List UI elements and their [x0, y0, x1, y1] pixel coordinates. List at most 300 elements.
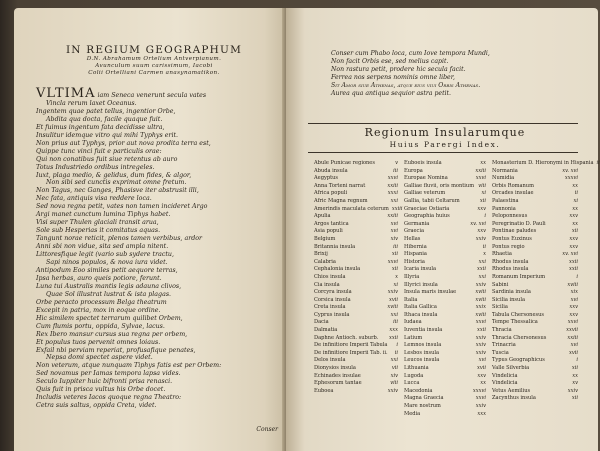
index-entry-name: Argos tantica: [314, 220, 349, 227]
index-entry-name: Latium: [404, 334, 423, 341]
index-entry-page: xx: [572, 220, 578, 227]
index-entry: [492, 175, 584, 183]
index-entry-page: xviii: [387, 304, 398, 311]
poem-line: Sit Amor siue Athenas, atque eius viui Orbis Athenas.: [331, 82, 481, 89]
index-column: [314, 160, 404, 418]
index-entry: [314, 365, 404, 373]
index-entry-page: xvi: [570, 342, 578, 349]
index-entry-name: Pontinae paludes: [492, 228, 537, 235]
index-entry-name: Graecia: [404, 228, 425, 235]
left-poem-text: [36, 86, 281, 410]
index-entry-name: Italia Gallica: [404, 304, 437, 311]
index-entry-name: Zacynthus insula: [492, 395, 536, 402]
index-entry: [492, 213, 584, 221]
poem-line: Excepit in patria, mox in eoque ordine.: [36, 306, 161, 314]
index-entry-page: xx: [572, 182, 578, 189]
index-entry-page: ii: [574, 190, 578, 197]
index-entry: [492, 342, 584, 350]
index-entry-page: xxiii: [387, 213, 398, 220]
index-entry-name: Thracia: [492, 327, 512, 334]
index-entry: [404, 274, 492, 282]
index-entry: [314, 380, 404, 388]
index-entry: [492, 282, 584, 290]
index-entry-page: xviii: [475, 311, 486, 318]
index-entry: [314, 168, 404, 176]
poem-line: Visi super Thulen glaciali transit arua,: [36, 219, 159, 227]
right-page: [286, 8, 598, 451]
poem-line: Non rastura petit, prodere hic secula facit.: [331, 66, 466, 73]
index-entry-name: Monasterium D. Hieronymi in Hispania: [492, 160, 594, 166]
index-entry-page: i: [484, 213, 486, 220]
index-entry-page: xvi: [390, 220, 398, 227]
poem-line: Non veterum, atque nunquam Tiphys fatis est per Orbem:: [36, 362, 222, 370]
index-entry: [492, 289, 584, 297]
index-entry-page: xiv: [390, 372, 398, 379]
index-entry-page: ii: [394, 349, 398, 356]
index-entry: [492, 335, 584, 343]
index-entry: [314, 228, 404, 236]
index-entry-page: xiv: [390, 235, 398, 242]
poem-line: Quis fuit in prisca vultus his Orbe docet.: [36, 386, 166, 394]
index-entry: [404, 266, 492, 274]
index-entry: [314, 266, 404, 274]
index-entry-page: i: [576, 357, 578, 364]
index-entry: [314, 251, 404, 259]
index-entry: [314, 289, 404, 297]
index-entry-page: xxiv: [475, 235, 486, 242]
index-entry: [404, 289, 492, 297]
index-entry-name: Vetus Aemilius: [492, 387, 531, 394]
poem-line: Ingentem quae patet tellus, ingentior Orbe,: [36, 107, 176, 115]
index-entry-name: Sabini: [492, 281, 509, 288]
index-entry-name: Belgium: [314, 235, 336, 242]
index-entry-page: xvi: [478, 357, 486, 364]
index-entry-name: Aegyptus: [314, 175, 339, 182]
index-entry: [314, 319, 404, 327]
index-entry-page: xxiv: [387, 289, 398, 296]
index-entry-name: Vindelicia: [492, 372, 518, 379]
index-entry-page: xii: [571, 228, 578, 235]
poem-line: Orbe peracto processum Belga theatrum: [36, 298, 167, 306]
index-entry: [314, 160, 404, 168]
index-entry: [314, 350, 404, 358]
index-entry: [492, 350, 584, 358]
poem-line: Quae Sol illustrat lustrat & ista plagas.: [46, 290, 172, 298]
index-entry-name: Asia populi: [314, 228, 343, 235]
index-entry: [404, 168, 492, 176]
index-entry-name: Europae Nomina: [404, 175, 448, 182]
index-entry: [492, 327, 584, 335]
index-entry-name: Illyria: [404, 273, 420, 280]
poem-line: Nepsa domi spectet aspere videt.: [46, 354, 153, 362]
index-entry-name: Icaria insula: [404, 266, 437, 273]
index-entry: [404, 213, 492, 221]
index-entry-name: Corcyra insula: [314, 289, 352, 296]
poem-line: Hic similem spectet terrarum quilibet Orbem,: [36, 314, 183, 322]
index-entry: [492, 190, 584, 198]
poem-dedication-line-2: Avunculum suum carissimum, Iacobi: [95, 63, 213, 69]
index-entry: [314, 312, 404, 320]
index-entry: [314, 236, 404, 244]
poem-line: Anni sbi non vidue, sita sed ampla nitent.: [36, 243, 169, 251]
index-entry-name: Abuda insula: [314, 167, 348, 174]
poem-line: Rex Ibero mansur cursus sua regna per orbem,: [36, 330, 188, 338]
index-entry: [404, 342, 492, 350]
index-entry-page: ii: [482, 243, 486, 250]
index-entry: [314, 213, 404, 221]
index-entry-page: xv: [572, 380, 578, 387]
index-entry-name: Palaestina: [492, 197, 519, 204]
index-entry-name: Hibernia: [404, 243, 427, 250]
poem-line: Insulitur idemque vitro qui mihi Typhys erit.: [36, 131, 178, 139]
index-entry-name: Sicilia insula: [492, 296, 525, 303]
index-entry: [404, 335, 492, 343]
index-entry-page: xxiv: [475, 281, 486, 288]
index-entry-name: Lesbos insula: [404, 349, 440, 356]
index-entry: [404, 350, 492, 358]
index-entry-name: Peregrinatio D. Pauli: [492, 220, 546, 227]
index-entry: [404, 282, 492, 290]
poem-heading: [34, 44, 274, 77]
index-entry-name: Rhodus insula: [492, 258, 529, 265]
index-entry-page: xxvi: [387, 258, 398, 265]
index-entry-name: Galliae fluvii, oris montium: [404, 182, 475, 189]
index-entry-page: xxvi: [475, 175, 486, 182]
index-entry: [404, 411, 492, 419]
index-entry-name: Macedonia: [404, 387, 433, 394]
index-entry: [492, 206, 584, 214]
poem-line: Antipodum Eoo similes petit aequore terras,: [36, 266, 178, 274]
index-entry-name: Romanum Imperium: [492, 273, 546, 280]
index-entry-page: xxv: [569, 304, 578, 311]
index-entry: [492, 236, 584, 244]
index-entry-name: Lemnos insula: [404, 342, 442, 349]
index-entry-page: xxi: [478, 258, 486, 265]
index-entry: [404, 206, 492, 214]
index-entry-name: Gallia, tabii Celtarum: [404, 197, 460, 204]
poem-line: Exfail nbi perviam reperiat, profusafique penates,: [36, 346, 196, 354]
index-entry-name: Africa populi: [314, 190, 348, 197]
index-entry: [404, 304, 492, 312]
drop-capital: VLTIMA: [36, 86, 96, 101]
poem-line: Vincla rerum laxet Oceanus.: [46, 99, 137, 107]
index-entry-name: Rhaetia: [492, 251, 512, 258]
index-entry-name: Corsica insula: [314, 296, 351, 303]
poem-line: Littoresfique legit (vario sub sydere tractu,: [36, 251, 174, 259]
index-entry-page: xi: [481, 190, 486, 197]
poem-line: Non Tagus, nec Ganges, Phasisve iter abstrusit illi,: [36, 187, 199, 195]
poem-line: Sapi ninos populos, & nova iura videt.: [46, 259, 168, 267]
index-entry-page: xi: [573, 197, 578, 204]
index-entry: [314, 206, 404, 214]
index-entry-name: Magna Graecia: [404, 395, 444, 402]
index-entry-name: Echinades insulae: [314, 372, 361, 379]
index-entry-page: xxxvi: [564, 175, 578, 182]
index-entry-page: iii: [393, 319, 398, 326]
index-entry-page: xxv: [477, 205, 486, 212]
index-entry: [404, 365, 492, 373]
index-entry: [492, 312, 584, 320]
index-entry: [314, 335, 404, 343]
index-entry-name: Thracia Chersonesus: [492, 334, 547, 341]
index-entry-name: Cephalonia insula: [314, 266, 361, 273]
index-entry-page: xxi: [390, 357, 398, 364]
index-entry-name: Dalmatia: [314, 327, 338, 334]
index-entry-page: xii: [391, 266, 398, 273]
index-entry: [404, 160, 492, 168]
index-entry-name: Orcades insulae: [492, 190, 534, 197]
index-column: [404, 160, 492, 418]
index-entry-page: ii: [596, 160, 600, 166]
index-entry: [314, 342, 404, 350]
index-entry-name: Hellas: [404, 235, 421, 242]
index-entry: [492, 395, 584, 403]
index-entry-page: xxi: [390, 311, 398, 318]
index-entry-page: xxx: [477, 410, 486, 417]
index-entry-page: xv. xvi: [470, 220, 486, 227]
index-column: [492, 160, 600, 418]
index-entry-page: xx: [572, 372, 578, 379]
catchword: Conser: [256, 426, 278, 433]
index-entry-page: xxiv: [475, 334, 486, 341]
index-entry-page: xxiv: [475, 349, 486, 356]
index-entry: [492, 297, 584, 305]
poem-line: VLTIMA iam Seneca venerunt secula vates: [36, 86, 207, 101]
poem-line: Sed novamus per Iamas tempora lapsa vides.: [36, 370, 181, 378]
index-entry-name: Amerindis maculata ceterum: [314, 205, 389, 212]
index-entry-page: xxxi: [387, 190, 398, 197]
index-entry-page: xxiii: [391, 205, 403, 212]
index-entry-page: xvii: [388, 296, 398, 303]
index-subtitle: Huius Parergi Index.: [389, 140, 501, 149]
index-entry-name: Euboeis insula: [404, 160, 442, 166]
poem-line: Totus Industriedo ordibus intregeles.: [36, 163, 155, 171]
index-entry: [492, 304, 584, 312]
index-entry-page: xi: [393, 281, 398, 288]
index-entry-name: Graeciae Ostiaria: [404, 205, 450, 212]
index-entry-page: xxii: [388, 334, 398, 341]
poem-line: Tangunt norae reticit, plenos tamen verbibus, ardor: [36, 235, 203, 243]
index-entry-page: xii: [571, 395, 578, 402]
index-entry: [404, 297, 492, 305]
poem-line: Quippe tunc vinci fuit e particulis orae:: [36, 147, 162, 155]
index-entry-name: Tempe Thessalica: [492, 319, 538, 326]
index-entry: [404, 319, 492, 327]
poem-line: Iuxt, plaga medio, & gelidus, dum fides, & algor,: [36, 171, 192, 179]
index-entry-name: Pannonia: [492, 205, 516, 212]
index-entry: [404, 259, 492, 267]
index-entry-name: Cia insula: [314, 281, 340, 288]
index-entry-page: vii: [391, 365, 398, 372]
poem-title: IN REGIUM GEOGRAPHUM: [65, 44, 243, 56]
poem-line: Includis veteres Iacos quoque regna Theatro:: [36, 394, 182, 402]
index-entry-page: v: [395, 160, 398, 166]
index-entry-page: viii: [478, 182, 486, 189]
index-entry-page: xvii: [568, 349, 578, 356]
index-entry-name: Leucos insula: [404, 357, 440, 364]
index-entry-page: xxvi: [387, 175, 398, 182]
poem-line: Sed nova regna petit, vates non tamen incideret Argo: [36, 203, 208, 211]
poem-line: Et fuimus ingentum fata decidisse ultra,: [36, 123, 165, 131]
index-entry: [314, 373, 404, 381]
index-entry-name: Abule Punicae regiones: [314, 160, 375, 166]
index-entry: [492, 388, 584, 396]
index-entry: [404, 380, 492, 388]
index-entry-page: viii: [390, 380, 398, 387]
index-entry-page: xvi: [570, 296, 578, 303]
index-entry: [314, 388, 404, 396]
index-entry-name: Rhodus insula: [492, 266, 529, 273]
index-entry-name: Lithuania: [404, 365, 429, 372]
index-title: Regionum Insularumque: [364, 126, 526, 139]
index-entry-name: Mare nostrum: [404, 403, 441, 409]
index-entry-name: Afric Magna regnum: [314, 197, 368, 204]
index-entry-name: Anna Torteni narrat: [314, 182, 366, 189]
index-entry-name: Euboea: [314, 387, 334, 394]
index-entry-name: Daphne Antioch. suburb.: [314, 334, 379, 341]
index-entry-name: Illyrici insula: [404, 281, 438, 288]
index-entry-page: i: [576, 273, 578, 280]
index-entry-name: Peloponnesus: [492, 213, 528, 220]
index-entry: [492, 259, 584, 267]
index-entry: [492, 373, 584, 381]
index-entry-name: Normania: [492, 167, 518, 174]
index-entry-page: xxiii: [475, 167, 486, 174]
index-entry-name: Sicilia: [492, 304, 508, 311]
poem-line: Non prius aut Typhys, prior aut nova prodita terra est,: [36, 139, 211, 147]
index-entry-page: xxiv: [475, 403, 486, 409]
index-entry: [404, 244, 492, 252]
left-page: [14, 8, 286, 451]
index-entry: [492, 168, 584, 176]
poem-line: Aurea qua antiqua sequior astra petit.: [331, 90, 451, 97]
index-entry-page: xii: [479, 197, 486, 204]
index-entry: [492, 274, 584, 282]
index-entry-name: Galliae veterum: [404, 190, 446, 197]
index-entry-page: xx: [572, 205, 578, 212]
index-entry: [404, 403, 492, 411]
poem-line: Abdita qua docta, facile quaque fuit.: [46, 115, 163, 123]
index-entry-name: Hispania: [404, 251, 427, 258]
index-entry-page: xxvi: [475, 319, 486, 326]
index-entry-page: xvii: [476, 365, 486, 372]
poem-line: Ferrea nos serpens nominis omne liber,: [331, 74, 455, 81]
index-entry-page: xv. xvi: [562, 251, 578, 258]
index-entry-page: xxvii: [566, 327, 578, 334]
index-entry-name: Media: [404, 410, 421, 417]
index-entry-page: xxii: [568, 258, 578, 265]
index-entry: [404, 221, 492, 229]
index-entry: [492, 183, 584, 191]
index-entry-name: Valle Silverbia: [492, 365, 530, 372]
index-entry-page: xxiv: [387, 387, 398, 394]
poem-line: Non facit Orbis ese, sed melius capit.: [331, 58, 449, 65]
index-entry-name: Orbis Romanum: [492, 182, 534, 189]
poem-line: Seculo Iuppiter huic bifronti prisa renasci.: [36, 378, 173, 386]
index-entry: [492, 319, 584, 327]
index-entry-page: xxix: [475, 304, 486, 311]
index-entry-name: Lucca: [404, 380, 420, 387]
index-entry-name: Apulia: [314, 213, 331, 220]
index-entry-name: Numidia: [492, 175, 515, 182]
index-entry-name: Pontus regio: [492, 243, 525, 250]
index-entry: [314, 282, 404, 290]
poem-line: Nec fata, antiquis visa reddere loca.: [36, 195, 152, 203]
index-entry-page: xviii: [475, 296, 486, 303]
index-entry-name: Calabria: [314, 258, 336, 265]
index-entry: [314, 175, 404, 183]
index-entry: [492, 357, 584, 365]
index-entry-page: xx: [480, 380, 486, 387]
index-entry-name: Dacia: [314, 319, 329, 326]
index-entry-page: xii: [571, 365, 578, 372]
index-entry-name: Creta insula: [314, 304, 346, 311]
index-entry-page: xviii: [475, 289, 486, 296]
poem-line: Sole sub Hesperias it comitatus aquas.: [36, 227, 161, 235]
index-entry-name: Trinacria: [492, 342, 516, 349]
index-entry: [314, 357, 404, 365]
index-entry: [314, 190, 404, 198]
index-entry-name: Tuscia: [492, 349, 509, 356]
index-entry-page: xxvi: [475, 395, 486, 402]
index-entry-name: Pontus Euxinus: [492, 235, 532, 242]
poem-line: Ipsa herbas, auro queis potiore, ferunt.: [36, 274, 162, 282]
index-entry-page: xvi: [390, 228, 398, 235]
index-entry: [314, 198, 404, 206]
index-entry-name: Historia: [404, 258, 425, 265]
index-entry-page: xviii: [567, 281, 578, 288]
right-poem-text: [331, 50, 571, 98]
index-entry: [492, 198, 584, 206]
index-entry-page: iii: [393, 167, 398, 174]
index-entry-page: xxii: [476, 327, 486, 334]
index-entry-page: xxiii: [567, 334, 578, 341]
index-entry: [492, 266, 584, 274]
index-entry: [492, 380, 584, 388]
index-entry-page: x: [395, 273, 398, 280]
poem-line: Luna tui Australis mantis legis adauna clivos,: [36, 282, 182, 290]
index-entry: [314, 183, 404, 191]
index-entry-page: xii: [391, 251, 398, 258]
index-entry-name: Europa: [404, 167, 423, 174]
index-entry-page: x: [483, 251, 486, 258]
index-entry-page: xxv: [569, 243, 578, 250]
index-entry: [314, 297, 404, 305]
index-entry-page: xix: [570, 289, 578, 296]
index-entry: [404, 251, 492, 259]
poem-line: Et populus tuos pervenit omnes loiaus.: [36, 338, 161, 346]
index-entry: [404, 190, 492, 198]
index-entry-page: xxii: [476, 266, 486, 273]
index-entry-name: Ithaca insula: [404, 311, 438, 318]
index-entry: [404, 312, 492, 320]
index-entry-name: Delos insula: [314, 357, 346, 364]
index-entry: [314, 221, 404, 229]
index-entry-name: Vindelicia: [492, 380, 518, 387]
poem-dedication-line-1: D.N. Abrahamum Ortelium Antverpianum.: [86, 56, 222, 62]
index-entry-name: Brixij: [314, 251, 328, 258]
poem-line: Cum flumis portu, oppida, Sylvae, lacus.: [36, 322, 165, 330]
index-entry-name: Lugoda: [404, 372, 424, 379]
index-entry: [314, 244, 404, 252]
index-entry-name: Chios insula: [314, 273, 346, 280]
index-entry: [404, 327, 492, 335]
index-entry-page: xxi: [390, 197, 398, 204]
index-entry-page: xxiv: [475, 342, 486, 349]
index-entry-name: De infinitiore Imperii Tab. ii.: [314, 349, 388, 356]
index-entry-page: xx: [480, 160, 486, 166]
index-entry-page: xxx: [389, 327, 398, 334]
